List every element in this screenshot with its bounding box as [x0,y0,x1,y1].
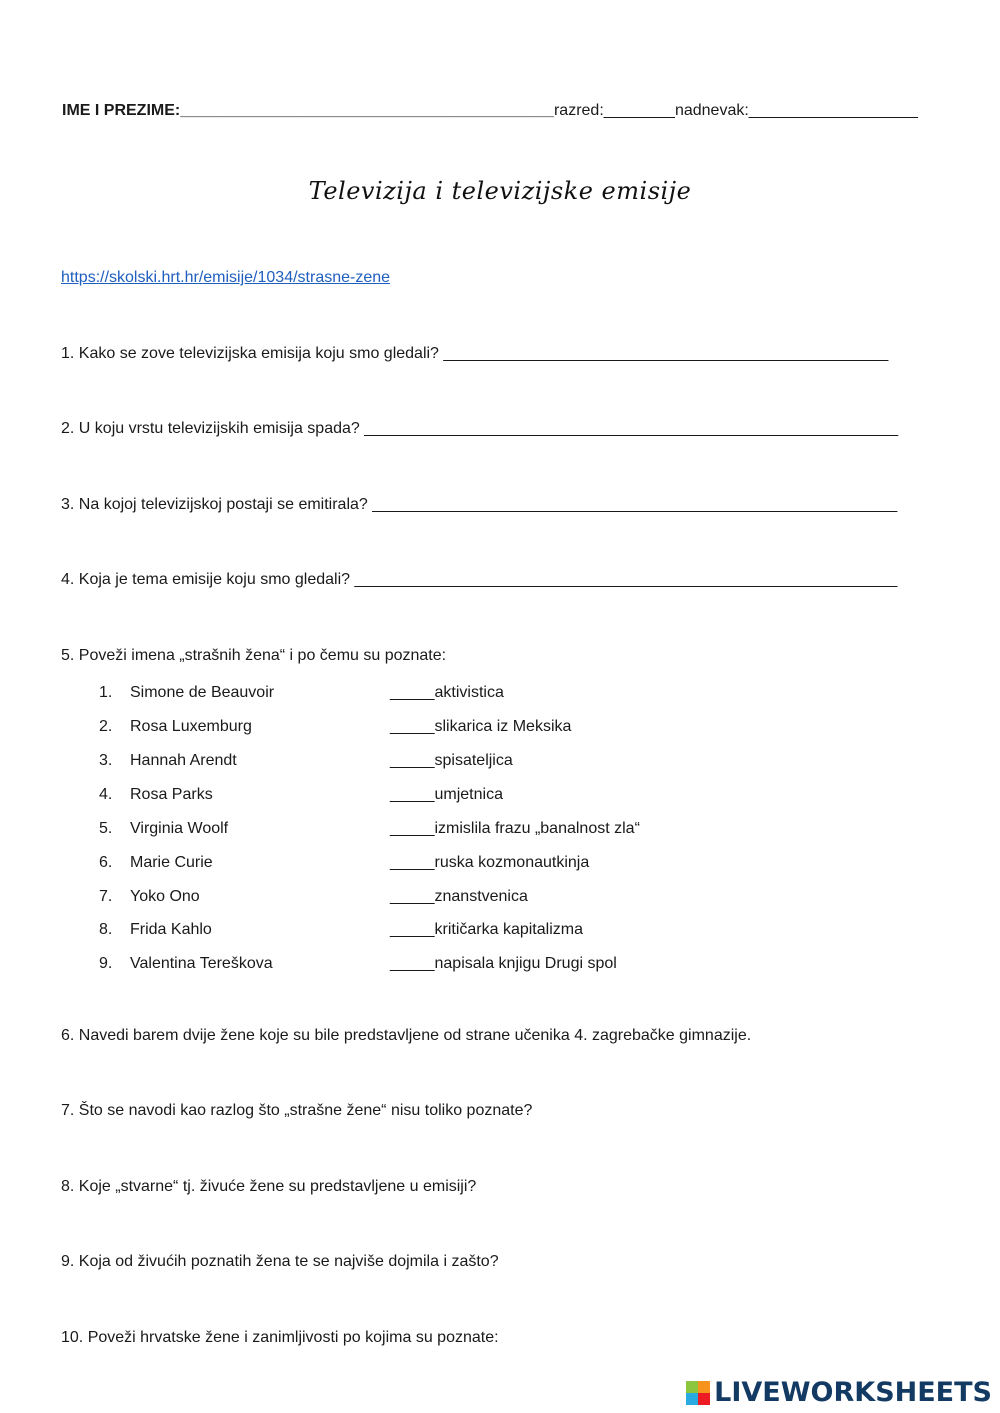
worksheet-title: Televizija i televizijske emisije [308,177,692,205]
name-blank[interactable]: __________________________________________ [180,102,554,119]
match-name: Marie Curie [130,854,213,871]
match-number: 8. [99,921,113,938]
match-number: 2. [99,718,113,735]
brand-name: LIVEWORKSHEETS [714,1377,992,1408]
question-2-text: 2. U koju vrstu televizijskih emisija spada? [61,420,360,437]
question-4-answer-line[interactable]: _____________________________________________________________ [354,571,898,588]
question-3-answer-line[interactable]: ___________________________________________________________ [372,496,898,513]
match-number: 5. [99,820,113,837]
question-4 [61,570,897,590]
match-answer[interactable]: _____izmislila frazu „banalnost zla“ [390,820,640,837]
episode-link[interactable]: https://skolski.hrt.hr/emisije/1034/strasne-zene [61,269,391,286]
question-3-text: 3. Na kojoj televizijskoj postaji se emitirala? [61,496,368,513]
question-3 [61,495,897,515]
match-name: Virginia Woolf [130,820,229,837]
match-name: Yoko Ono [130,888,200,905]
question-8-text: 8. Koje „stvarne“ tj. živuće žene su predstavljene u emisiji? [61,1178,477,1195]
date-blank[interactable]: ___________________ [748,102,918,119]
liveworksheets-logo-icon [686,1381,710,1405]
question-2 [61,419,898,439]
match-answer[interactable]: _____napisala knjigu Drugi spol [390,955,617,972]
question-1-answer-line[interactable]: __________________________________________________ [443,345,889,362]
match-number: 3. [99,752,113,769]
match-name: Rosa Parks [130,786,213,803]
match-answer[interactable]: _____slikarica iz Meksika [390,718,572,735]
liveworksheets-watermark [686,1379,992,1407]
match-number: 9. [99,955,113,972]
match-answer[interactable]: _____aktivistica [390,684,504,701]
class-blank[interactable]: ________ [603,102,675,119]
class-label: razred: [553,102,604,119]
student-info-row [62,101,918,121]
match-name: Rosa Luxemburg [130,718,252,735]
match-answer[interactable]: _____ruska kozmonautkinja [390,854,590,871]
match-answer[interactable]: _____znanstvenica [390,888,528,905]
match-number: 4. [99,786,113,803]
match-number: 1. [99,684,113,701]
match-answer[interactable]: _____umjetnica [390,786,503,803]
match-answer[interactable]: _____spisateljica [390,752,513,769]
name-label: IME I PREZIME: [62,102,181,119]
question-9-text: 9. Koja od živućih poznatih žena te se najviše dojmila i zašto? [61,1253,499,1270]
match-number: 7. [99,888,113,905]
match-name: Frida Kahlo [130,921,212,938]
question-1 [61,344,888,364]
match-name: Hannah Arendt [130,752,237,769]
question-7-text: 7. Što se navodi kao razlog što „strašne žene“ nisu toliko poznate? [61,1102,533,1119]
match-number: 6. [99,854,113,871]
match-name: Simone de Beauvoir [130,684,275,701]
match-name: Valentina Tereškova [130,955,273,972]
question-5-text: 5. Poveži imena „strašnih žena“ i po čemu su poznate: [61,647,447,664]
match-answer[interactable]: _____kritičarka kapitalizma [390,921,583,938]
question-6-text: 6. Navedi barem dvije žene koje su bile predstavljene od strane učenika 4. zagrebačke gimnazije. [61,1027,752,1044]
question-2-answer-line[interactable]: ____________________________________________________________ [364,420,899,437]
question-4-text: 4. Koja je tema emisije koju smo gledali? [61,571,351,588]
date-label: nadnevak: [674,102,749,119]
question-1-text: 1. Kako se zove televizijska emisija koju smo gledali? [61,345,439,362]
question-10-text: 10. Poveži hrvatske žene i zanimljivosti po kojima su poznate: [61,1329,499,1346]
